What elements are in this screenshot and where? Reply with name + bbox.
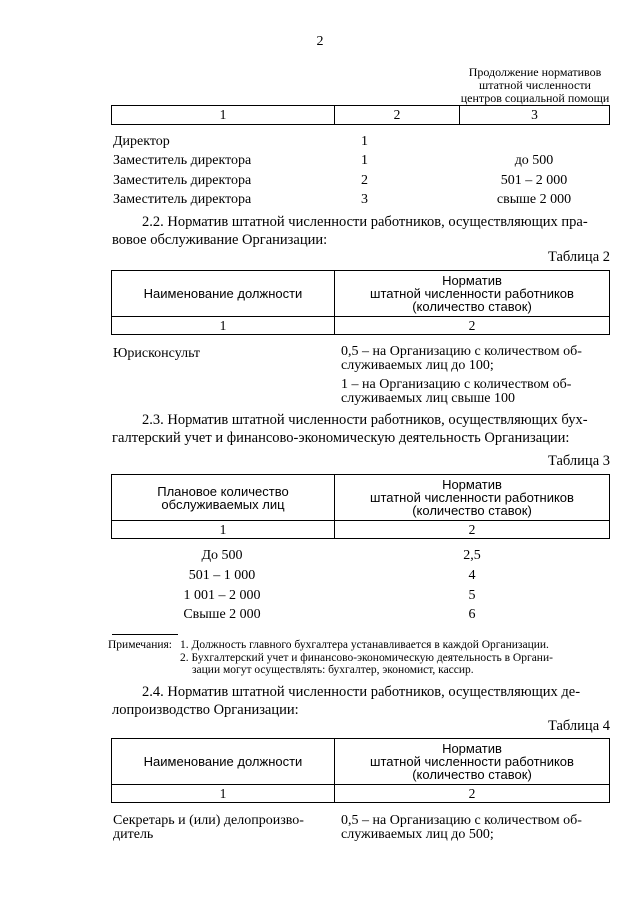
note-1: 1. Должность главного бухгалтера устанавливается в каждой Организации. — [180, 639, 549, 651]
table3-row-2-range: 501 – 1 000 — [188, 568, 256, 583]
table2-header — [111, 270, 610, 335]
section-2-2-paragraph — [112, 213, 610, 249]
table4-col2-header — [335, 739, 610, 785]
table3-header — [111, 474, 610, 539]
table3-col1-header-line-1: Плановое количество — [157, 483, 289, 499]
table4-col2-header-line-1: Норматив — [442, 741, 502, 756]
table1-row-3-position: Заместитель директора — [113, 173, 252, 188]
section-2-4-paragraph — [112, 683, 610, 719]
section-2-3-paragraph — [112, 411, 610, 447]
table1-row-4-count: 3 — [361, 192, 368, 207]
table3-row-1-range: До 500 — [201, 548, 243, 563]
notes-divider — [112, 634, 178, 635]
table1-row-4-position: Заместитель директора — [113, 192, 252, 207]
notes-label: Примечания: — [108, 639, 172, 651]
table1-row-3-range: 501 – 2 000 — [500, 173, 568, 188]
table1-col-3: 3 — [460, 106, 610, 125]
table2-col-num-1: 1 — [112, 317, 335, 335]
table4-header — [111, 738, 610, 803]
table3-row-4-value: 6 — [468, 607, 476, 622]
table2-norm-2-line-1: 1 – на Организацию с количеством об- — [341, 377, 572, 392]
table1-row-2-count: 1 — [361, 153, 368, 168]
table4-label: Таблица 4 — [547, 718, 610, 734]
page-number: 2 — [316, 34, 324, 49]
table4-norm-line-1: 0,5 – на Организацию с количеством об- — [341, 813, 582, 828]
table2-label: Таблица 2 — [547, 249, 610, 265]
table1-row-2-range: до 500 — [514, 153, 554, 168]
table4-col2-header-line-3: (количество ставок) — [412, 767, 532, 782]
table2-col2-header-line-1: Норматив — [442, 273, 502, 288]
section-2-2-line-2: вовое обслуживание Организации: — [112, 232, 328, 248]
table1-row-2-position: Заместитель директора — [113, 153, 252, 168]
table4-position-line-2: дитель — [113, 827, 154, 842]
continuation-line-1: Продолжение нормативов — [468, 65, 602, 79]
table2-col-num-2: 2 — [335, 317, 610, 335]
table4-position — [113, 814, 304, 842]
continuation-line-3: центров социальной помощи — [460, 91, 610, 105]
table2-norm-2 — [341, 378, 609, 406]
note-2-line-1: 2. Бухгалтерский учет и финансово-экономическую деятельность в Органи- — [180, 652, 553, 664]
table3-col1-header — [112, 475, 335, 521]
table2-col2-header — [335, 271, 610, 317]
table1-col-1: 1 — [112, 106, 335, 125]
table2-col2-header-line-2: штатной численности работников — [370, 286, 574, 301]
note-2-line-2: зации могут осуществлять: бухгалтер, экономист, кассир. — [192, 664, 474, 676]
table1-row-4-range: свыше 2 000 — [496, 192, 572, 207]
table3-row-2-value: 4 — [468, 568, 476, 583]
table2-norm-1-line-2: служиваемых лиц до 100; — [341, 358, 494, 373]
table4-col1-header: Наименование должности — [112, 739, 335, 785]
table3-row-3-value: 5 — [468, 588, 476, 603]
table3-col1-header-line-2: обслуживаемых лиц — [161, 496, 285, 512]
table1-col-2: 2 — [335, 106, 460, 125]
section-2-4-line-1: 2.4. Норматив штатной численности работников, осуществляющих де- — [142, 684, 581, 700]
table4-norm — [341, 814, 582, 842]
table2-norm-1 — [341, 345, 609, 373]
table4-col-num-2: 2 — [335, 785, 610, 803]
section-2-4-line-2: лопроизводство Организации: — [112, 702, 299, 718]
table4-col2-header-line-2: штатной численности работников — [370, 754, 574, 769]
table2-position: Юрисконсульт — [113, 346, 201, 361]
table3-row-3-range: 1 001 – 2 000 — [183, 588, 261, 603]
section-2-3-line-2: галтерский учет и финансово-экономическую деятельность Организации: — [112, 430, 570, 446]
table3-col2-header-line-1: Норматив — [442, 477, 502, 492]
table4-col-num-1: 1 — [112, 785, 335, 803]
table1-header — [111, 105, 610, 125]
continuation-line-2: штатной численности — [479, 78, 591, 92]
table2-col1-header: Наименование должности — [112, 271, 335, 317]
table3-col-num-1: 1 — [112, 521, 335, 539]
table4-position-line-1: Секретарь и (или) делопроизво- — [113, 813, 304, 828]
table3-row-1-value: 2,5 — [463, 548, 481, 563]
table4-norm-line-2: служиваемых лиц до 500; — [341, 827, 494, 842]
table3-col-num-2: 2 — [335, 521, 610, 539]
table2-col2-header-line-3: (количество ставок) — [412, 299, 532, 314]
table1-row-1-position: Директор — [113, 134, 170, 149]
table2-norm-2-line-2: служиваемых лиц свыше 100 — [341, 391, 515, 406]
continuation-header — [430, 66, 640, 105]
table2-norm-1-line-1: 0,5 – на Организацию с количеством об- — [341, 344, 582, 359]
section-2-3-line-1: 2.3. Норматив штатной численности работников, осуществляющих бух- — [142, 412, 588, 428]
table1-row-3-count: 2 — [361, 173, 368, 188]
table3-row-4-range: Свыше 2 000 — [183, 607, 261, 622]
table3-col2-header-line-3: (количество ставок) — [412, 503, 532, 518]
table1-row-1-count: 1 — [361, 134, 368, 149]
section-2-2-line-1: 2.2. Норматив штатной численности работников, осуществляющих пра- — [142, 214, 588, 230]
table3-label: Таблица 3 — [547, 453, 610, 469]
table3-col2-header-line-2: штатной численности работников — [370, 490, 574, 505]
table3-col2-header — [335, 475, 610, 521]
